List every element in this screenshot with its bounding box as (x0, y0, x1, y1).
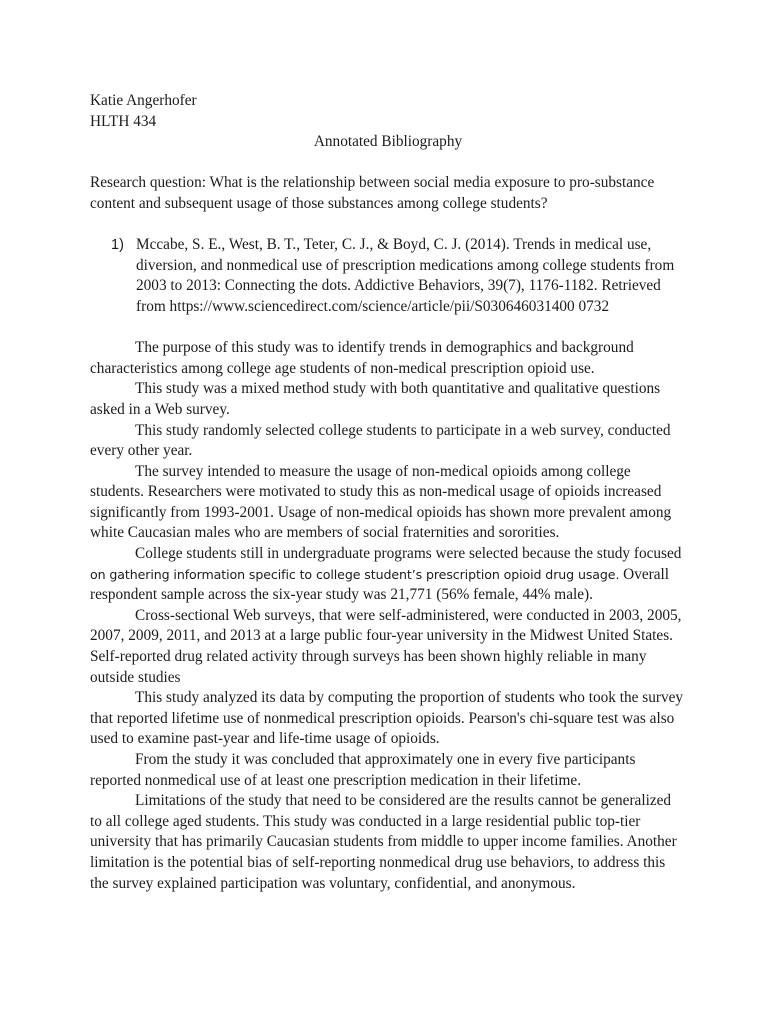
reference-url-line: from https://www.sciencedirect.com/science/article/pii/S030646031400 0732 (136, 297, 610, 315)
research-question-line: content and subsequent usage of those substances among college students? (90, 194, 548, 212)
paragraph-line: the survey explained participation was voluntary, confidential, and anonymous. (90, 874, 576, 892)
paragraph-line: The survey intended to measure the usage of non-medical opioids among college (135, 462, 631, 480)
paragraph-line: every other year. (90, 442, 193, 460)
paragraph-line: The purpose of this study was to identify trends in demographics and background (135, 339, 634, 357)
paragraph-line: From the study it was concluded that approximately one in every five participants (135, 751, 636, 768)
paragraph-line: Limitations of the study that need to be considered are the results cannot be generalized (135, 792, 672, 810)
paragraph-line: significantly from 1993-2001. Usage of non-medical opioids has shown more prevalent among (90, 503, 672, 521)
paragraph-serif-text: Overall (619, 565, 670, 583)
paragraph-line: This study was a mixed method study with both quantitative and qualitative questions (135, 380, 661, 398)
paragraph-line: students. Researchers were motivated to study this as non-medical usage of opioids increased (90, 483, 662, 501)
paragraph-cross-sectional (90, 606, 686, 688)
paragraph-line: outside studies (90, 668, 181, 686)
reference-entry (90, 235, 686, 317)
spacer (90, 215, 686, 236)
paragraph-line: This study analyzed its data by computing the proportion of students who took the survey (135, 689, 684, 707)
paragraph-line: Self-reported drug related activity through surveys has been shown highly reliable in many (90, 648, 647, 666)
paragraph-survey-intent (90, 462, 686, 544)
paragraph-line: university that has primarily Caucasian students from middle to upper income families. Another (90, 833, 677, 851)
reference-line: Mccabe, S. E., West, B. T., Teter, C. J., & Boyd, C. J. (2014). Trends in medical use, (136, 236, 652, 254)
paragraph-line: that reported lifetime use of nonmedical prescription opioids. Pearson's chi-square test was also (90, 709, 675, 727)
paragraph-conclusion (90, 750, 686, 791)
paragraph-line: respondent sample across the six-year study was 21,771 (56% female, 44% male). (90, 586, 593, 604)
document-title: Annotated Bibliography (313, 133, 463, 151)
paragraph-mixed-line (90, 565, 686, 586)
research-question-line: Research question: What is the relationship between social media exposure to pro-substance (90, 174, 655, 192)
paragraph-line: to all college aged students. This study was conducted in a large residential public top-tier (90, 812, 641, 830)
paragraph-line: limitation is the potential bias of self-reporting nonmedical drug use behaviors, to address this (90, 853, 666, 871)
paragraph-sans-text: on gathering information specific to college student’s prescription opioid drug usage. (90, 566, 620, 582)
paragraph-line: asked in a Web survey. (90, 400, 230, 418)
paragraph-line: Cross-sectional Web surveys, that were self-administered, were conducted in 2003, 2005, (135, 606, 682, 624)
paragraph-line: College students still in undergraduate programs were selected because the study focused (135, 545, 682, 563)
paragraph-line: This study randomly selected college students to participate in a web survey, conducted (135, 421, 671, 439)
paragraph-line: reported nonmedical use of at least one prescription medication in their lifetime. (90, 771, 582, 789)
reference-number: 1) (111, 237, 124, 254)
paragraph-analysis (90, 688, 686, 750)
paragraph-line: 2007, 2009, 2011, and 2013 at a large public four-year university in the Midwest United States. (90, 627, 673, 645)
paragraph-selection (90, 544, 686, 606)
paragraph-method (90, 379, 686, 420)
paragraph-purpose (90, 338, 686, 379)
spacer (90, 318, 686, 339)
reference-line: 2003 to 2013: Connecting the dots. Addictive Behaviors, 39(7), 1176-1182. Retrieved (136, 277, 661, 295)
paragraph-line: characteristics among college age students of non-medical prescription opioid use. (90, 359, 595, 377)
paragraph-sampling (90, 421, 686, 462)
paragraph-line: white Caucasian males who are members of social fraternities and sororities. (90, 524, 560, 542)
spacer (90, 153, 686, 174)
research-question (90, 173, 686, 214)
reference-line: diversion, and nonmedical use of prescription medications among college students from (136, 256, 675, 274)
paragraph-limitations (90, 791, 686, 894)
course-code: HLTH 434 (90, 112, 157, 130)
document-body (90, 91, 686, 894)
author-name: Katie Angerhofer (90, 92, 197, 109)
paragraph-line: used to examine past-year and life-time usage of opioids. (90, 730, 440, 748)
